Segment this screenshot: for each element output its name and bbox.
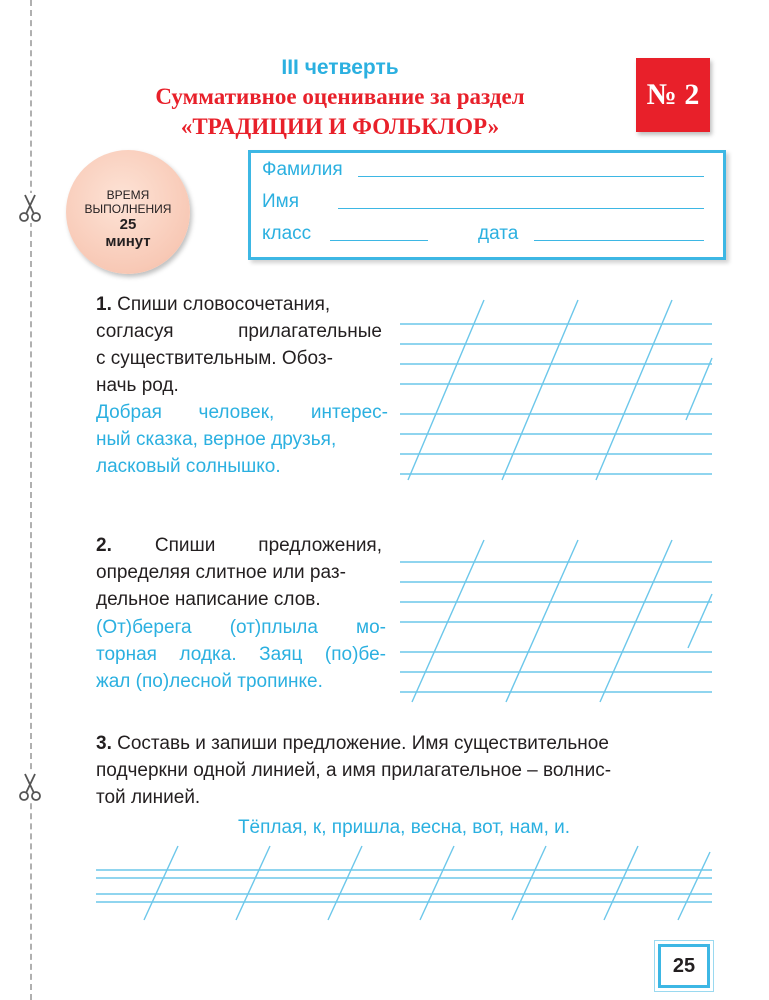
material-line: торная лодка. Заяц (по)бе- <box>96 644 386 665</box>
time-label: ВРЕМЯ <box>106 188 150 202</box>
task-3-material: Тёплая, к, пришла, весна, вот, нам, и. <box>237 817 571 838</box>
task-3-writing-lines[interactable] <box>94 844 714 922</box>
task-1-instruction <box>96 291 382 399</box>
material-line: жал (по)лесной тропинке. <box>96 671 323 692</box>
task-number: 2. <box>96 535 112 556</box>
name-field[interactable] <box>338 208 704 209</box>
page-number: 25 <box>658 944 710 988</box>
assessment-number-badge: № 2 <box>636 58 710 132</box>
time-unit: минут <box>105 233 151 250</box>
class-field[interactable] <box>330 240 428 241</box>
date-field[interactable] <box>534 240 704 241</box>
time-value: 25 <box>119 216 137 233</box>
cut-line <box>30 0 32 1000</box>
scissors-icon <box>17 193 43 223</box>
date-label: дата <box>478 223 519 244</box>
scissors-icon <box>17 772 43 802</box>
quarter-label: III четверть <box>281 56 399 79</box>
instruction-line: с существительным. Обоз- <box>96 348 333 369</box>
time-badge <box>66 150 190 274</box>
instruction-line: Спиши словосочетания, <box>117 294 331 315</box>
material-line: ласковый солнышко. <box>96 456 281 477</box>
class-label: класс <box>262 223 312 244</box>
time-label-2: ВЫПОЛНЕНИЯ <box>84 202 172 216</box>
task-number: 3. <box>96 733 112 754</box>
task-1-writing-lines[interactable] <box>396 298 716 482</box>
task-number: 1. <box>96 294 112 315</box>
instruction-line: Спиши предложения, <box>154 535 382 556</box>
task-2-material <box>96 614 386 695</box>
section-title: «ТРАДИЦИИ И ФОЛЬКЛОР» <box>180 114 500 139</box>
material-line: Добрая человек, интерес- <box>96 402 388 423</box>
instruction-line: согласуя прилагательные <box>96 321 382 342</box>
instruction-line: подчеркни одной линией, а имя прилагательное – волнис- <box>96 760 612 781</box>
instruction-line: дельное написание слов. <box>96 589 321 610</box>
material-line: ный сказка, верное друзья, <box>96 429 337 450</box>
task-3-instruction <box>96 730 712 811</box>
name-label: Имя <box>262 191 300 212</box>
instruction-line: той линией. <box>96 787 201 808</box>
surname-field[interactable] <box>358 176 704 177</box>
instruction-line: Составь и запиши предложение. Имя существительное <box>117 733 609 754</box>
task-2-instruction <box>96 532 382 613</box>
task-1-material <box>96 399 388 480</box>
task-2-writing-lines[interactable] <box>396 538 716 704</box>
instruction-line: начь род. <box>96 375 179 396</box>
instruction-line: определяя слитное или раз- <box>96 562 346 583</box>
page-title: Суммативное оценивание за раздел <box>155 84 525 109</box>
surname-label: Фамилия <box>262 159 343 180</box>
material-line: (От)берега (от)плыла мо- <box>96 617 386 638</box>
